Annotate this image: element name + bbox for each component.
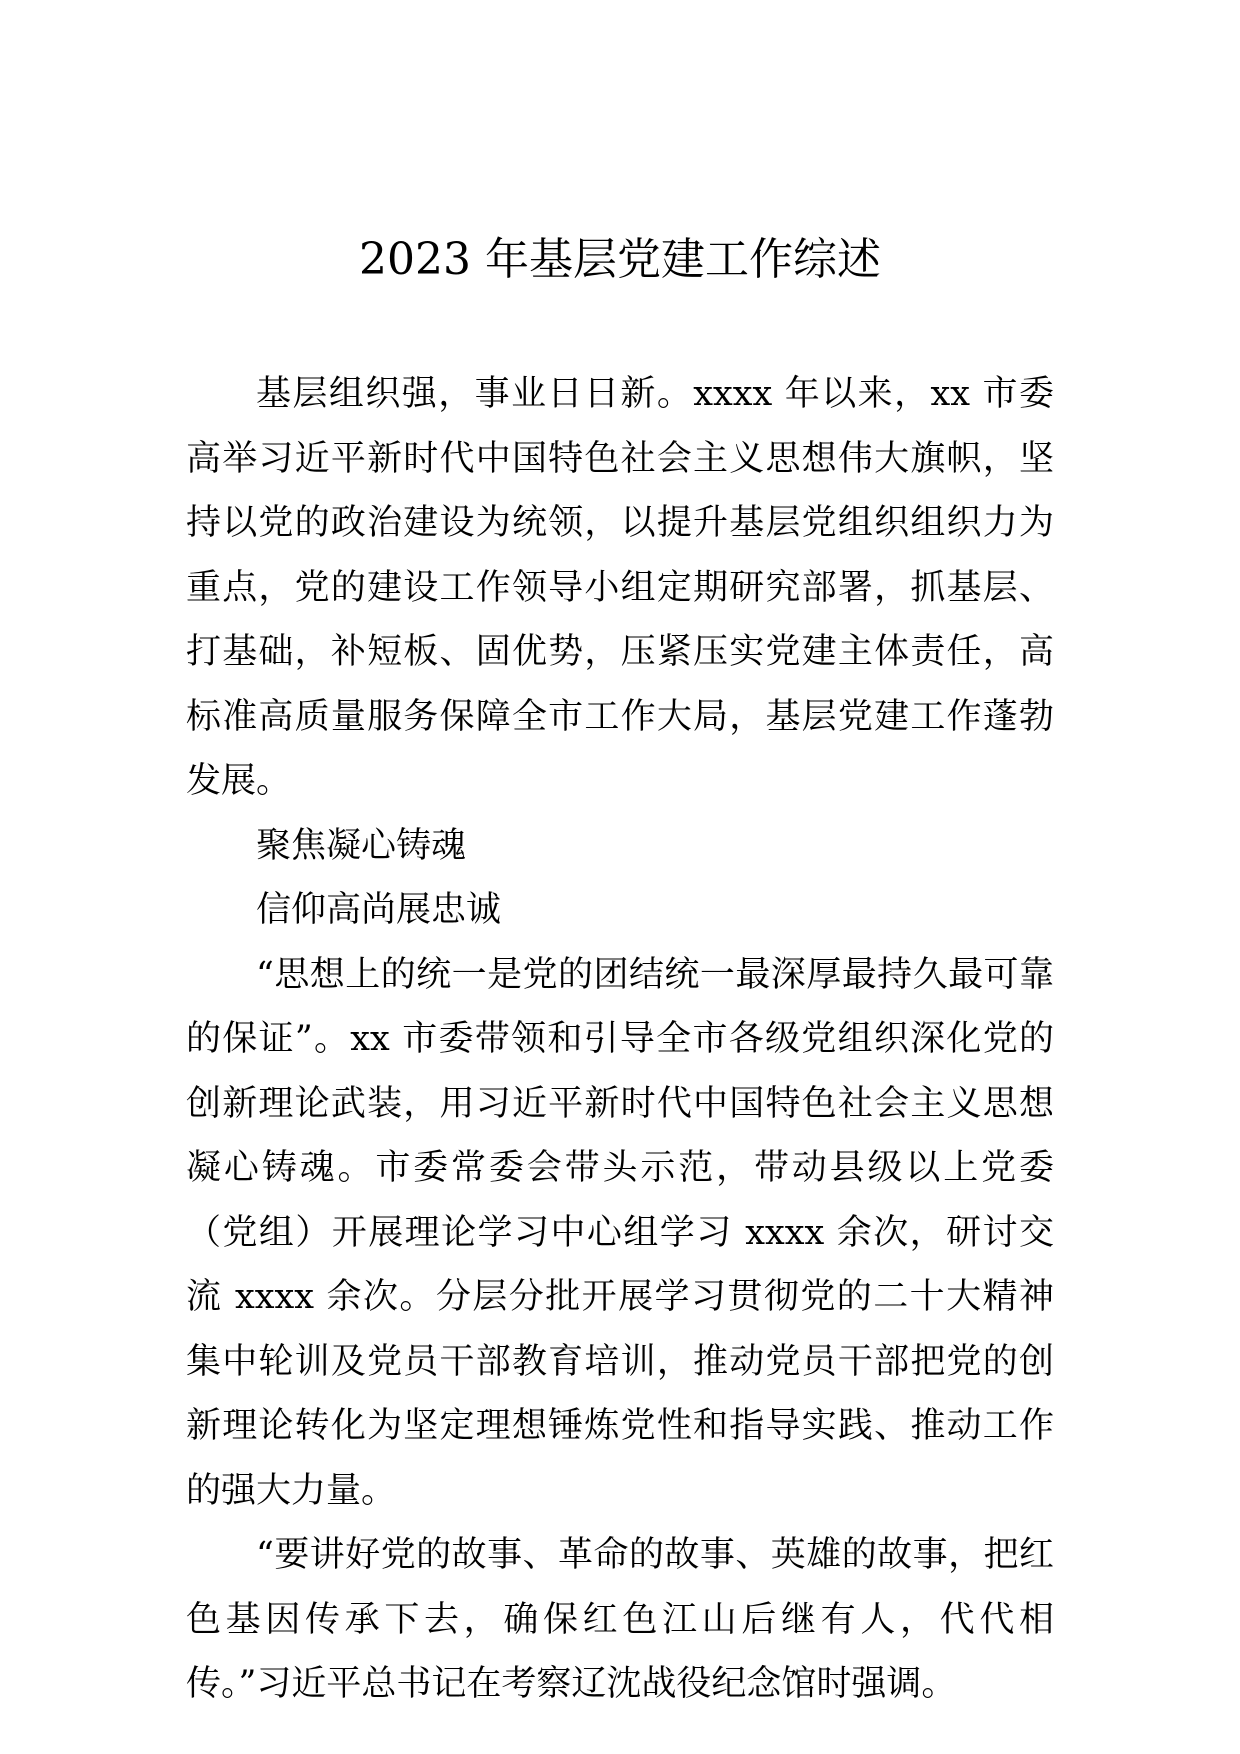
paragraph-theory: “思想上的统一是党的团结统一最深厚最持久最可靠的保证”。xx 市委带领和引导全市各级党组织深化党的创新理论武装，用习近平新时代中国特色社会主义思想凝心铸魂。市委常委会带头示范，带动县级以上党委（党组）开展理论学习中心组学习 xxxx 余次，研讨交流 xxxx 余次。分层分批开展学习贯彻党的二十大精神集中轮训及党员干部教育培训，推动党员干部把党的创新理论转化为坚定理想锤炼党性和指导实践、推动工作的强大力量。 (186, 954, 1054, 1511)
document-body (186, 362, 1054, 1717)
section-heading: 聚焦凝心铸魂 (256, 825, 467, 866)
section-subheading: 信仰高尚展忠诚 (256, 890, 502, 930)
document-title: 2023 年基层党建工作综述 (359, 234, 881, 285)
paragraph-red-gene: “要讲好党的故事、革命的故事、英雄的故事，把红色基因传承下去，确保红色江山后继有人，代代相传。”习近平总书记在考察辽沈战役纪念馆时强调。 (186, 1535, 1054, 1704)
paragraph-intro: 基层组织强，事业日日新。xxxx 年以来，xx 市委高举习近平新时代中国特色社会主义思想伟大旗帜，坚持以党的政治建设为统领，以提升基层党组织组织力为重点，党的建设工作领导小组定期研究部署，抓基层、打基础，补短板、固优势，压紧压实党建主体责任，高标准高质量服务保障全市工作大局，基层党建工作蓬勃发展。 (186, 374, 1054, 801)
